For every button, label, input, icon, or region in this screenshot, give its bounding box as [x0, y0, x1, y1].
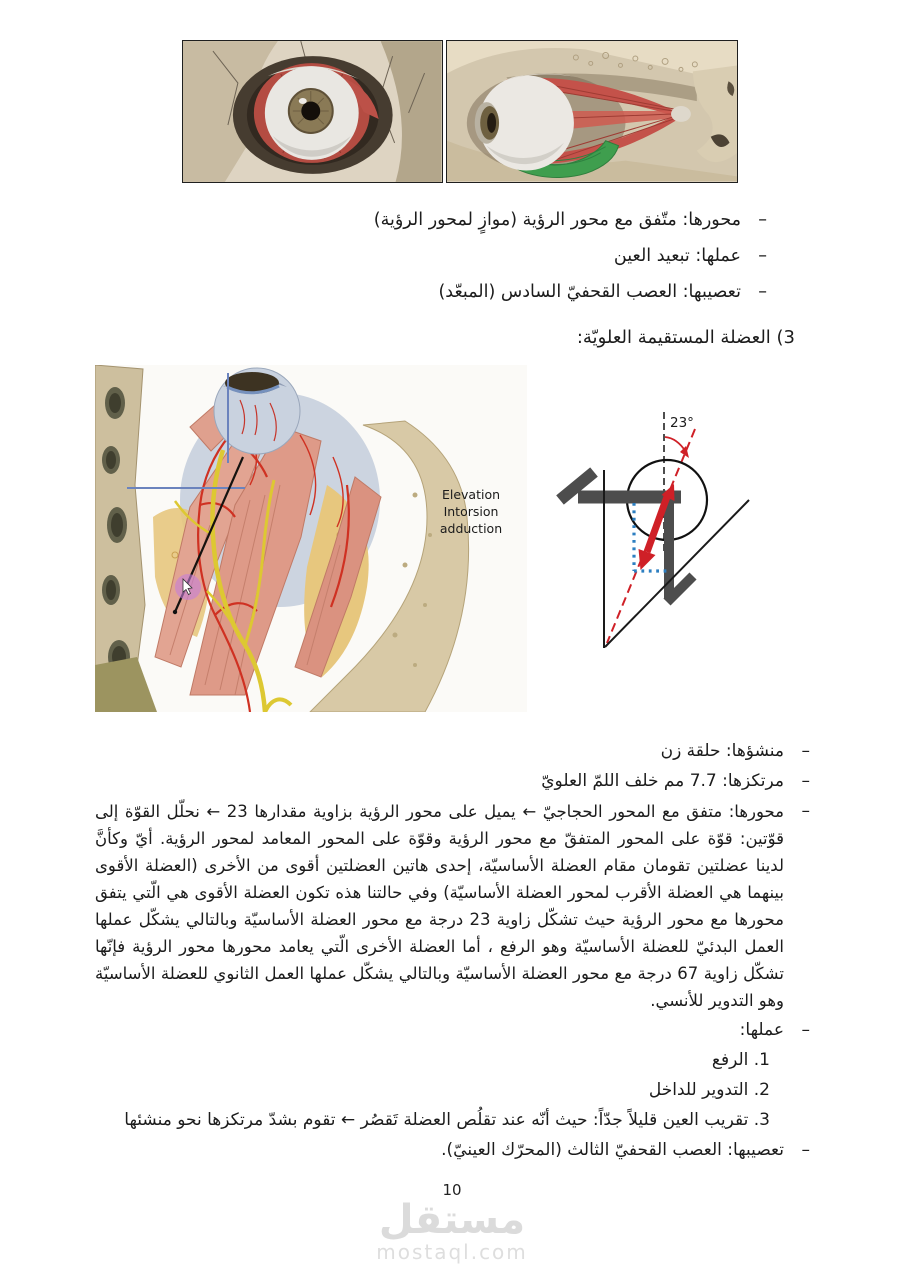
list-item: [95, 768, 810, 795]
bullet-item: [95, 205, 767, 235]
lateral-orbit-illustration: [447, 41, 737, 182]
list-item-text: 2. التدوير للداخل: [648, 1080, 770, 1100]
bullet-text: عملها: تبعيد العين: [613, 246, 741, 266]
bullet-text: تعصيبها: العصب القحفيّ السادس (المبعّد): [438, 282, 741, 302]
watermark-brand: مستقل: [378, 1197, 526, 1243]
list-item: [95, 1077, 810, 1104]
figure-caption: [425, 486, 517, 537]
caption-line: adduction: [439, 521, 503, 536]
bullet-item: [95, 241, 767, 271]
list-item: [95, 1137, 810, 1164]
list-item-text: مرتكزها: 7.7 مم خلف اللمّ العلويّ: [541, 771, 784, 791]
bullet-text: محورها: متّفق مع محور الرؤية (موازٍ لمحور الرؤية): [373, 210, 741, 230]
list-item: [95, 1107, 810, 1134]
list-item-text: محورها: متفق مع المحور الحجاجيّ ← يميل على محور الرؤية بزاوية مقدارها 23 ← نحلّل القوّة إلى قوّتين: قوّة على المحور المتفقّ مع محور الرؤية وقوّة على المحور المعامد لمحور الرؤية. أيّ وكأنَّ لدينا عضلتين تقومان مقام العضلة الأساسيّة، إحدى هاتين العضلتين أقوى من الأخرى (العضلة الأقوى بينهما هي العضلة الأقرب لمحور العضلة الأساسيّة) وفي حالتنا هذه تكون العضلة الأقوى هي الّتي يتفق محورها مع محور الرؤية حيث تشكّل زاوية 23 درجة مع محور العضلة الأساسيّة وبالتالي يشكّل عملها العمل البدئيّ للعضلة الأساسيّة وهو الرفع ، أما العضلة الأخرى الّتي يعامد محورها محور الرؤية فإنّها تشكّل زاوية 67 درجة مع محور العضلة الأساسيّة وبالتالي يشكّل عملها العمل الثانوي للعضلة الأساسيّة وهو التدوير للأنسي.: [95, 802, 784, 1010]
list-item: [95, 738, 810, 765]
top-figures: [182, 40, 738, 183]
orbit-dissection-illustration: [95, 365, 527, 712]
caption-line: Elevation: [441, 487, 501, 502]
frontal-orbit-illustration: [183, 41, 442, 182]
dash-marker: –: [801, 1020, 810, 1040]
figure-vector-diagram: [540, 385, 820, 695]
list-item-text: 1. الرفع: [711, 1050, 770, 1070]
dash-marker: –: [801, 1140, 810, 1160]
list-item-text: تعصيبها: العصب القحفيّ الثالث (المحرّك العينيّ).: [441, 1140, 784, 1160]
list-item: [95, 798, 810, 1014]
figure-orbit-dissection: [95, 365, 527, 712]
dash-marker: –: [801, 771, 810, 791]
list-item: [95, 1047, 810, 1074]
figure-lateral-orbit: [446, 40, 738, 183]
section-heading: 3) العضلة المستقيمة العلويّة:: [576, 327, 795, 348]
bullet-item: [95, 277, 767, 307]
dash-marker: –: [758, 246, 767, 266]
list-item-text: منشؤها: حلقة زن: [660, 741, 784, 761]
page-number: 10: [442, 1181, 462, 1199]
list-item-text: عملها:: [739, 1020, 784, 1040]
dash-marker: –: [801, 741, 810, 761]
watermark-domain: mostaql.com: [376, 1240, 528, 1264]
watermark: [0, 1199, 904, 1263]
vector-diagram-illustration: [540, 385, 820, 695]
dash-marker: –: [758, 210, 767, 230]
list-item-text: 3. تقريب العين قليلاً جدّاً: حيث أنّه عند تقلُص العضلة تَقصُر ← تقوم بشدّ مرتكزها نحو منشئها: [124, 1110, 770, 1130]
dash-marker: –: [758, 282, 767, 302]
caption-line: Intorsion: [443, 504, 499, 519]
intro-bullet-list: [95, 205, 767, 313]
dash-marker: –: [801, 801, 810, 821]
list-item: [95, 1017, 810, 1044]
angle-label: 23°: [670, 415, 694, 431]
figure-frontal-orbit: [182, 40, 443, 183]
muscle-description-list: [95, 738, 810, 1167]
